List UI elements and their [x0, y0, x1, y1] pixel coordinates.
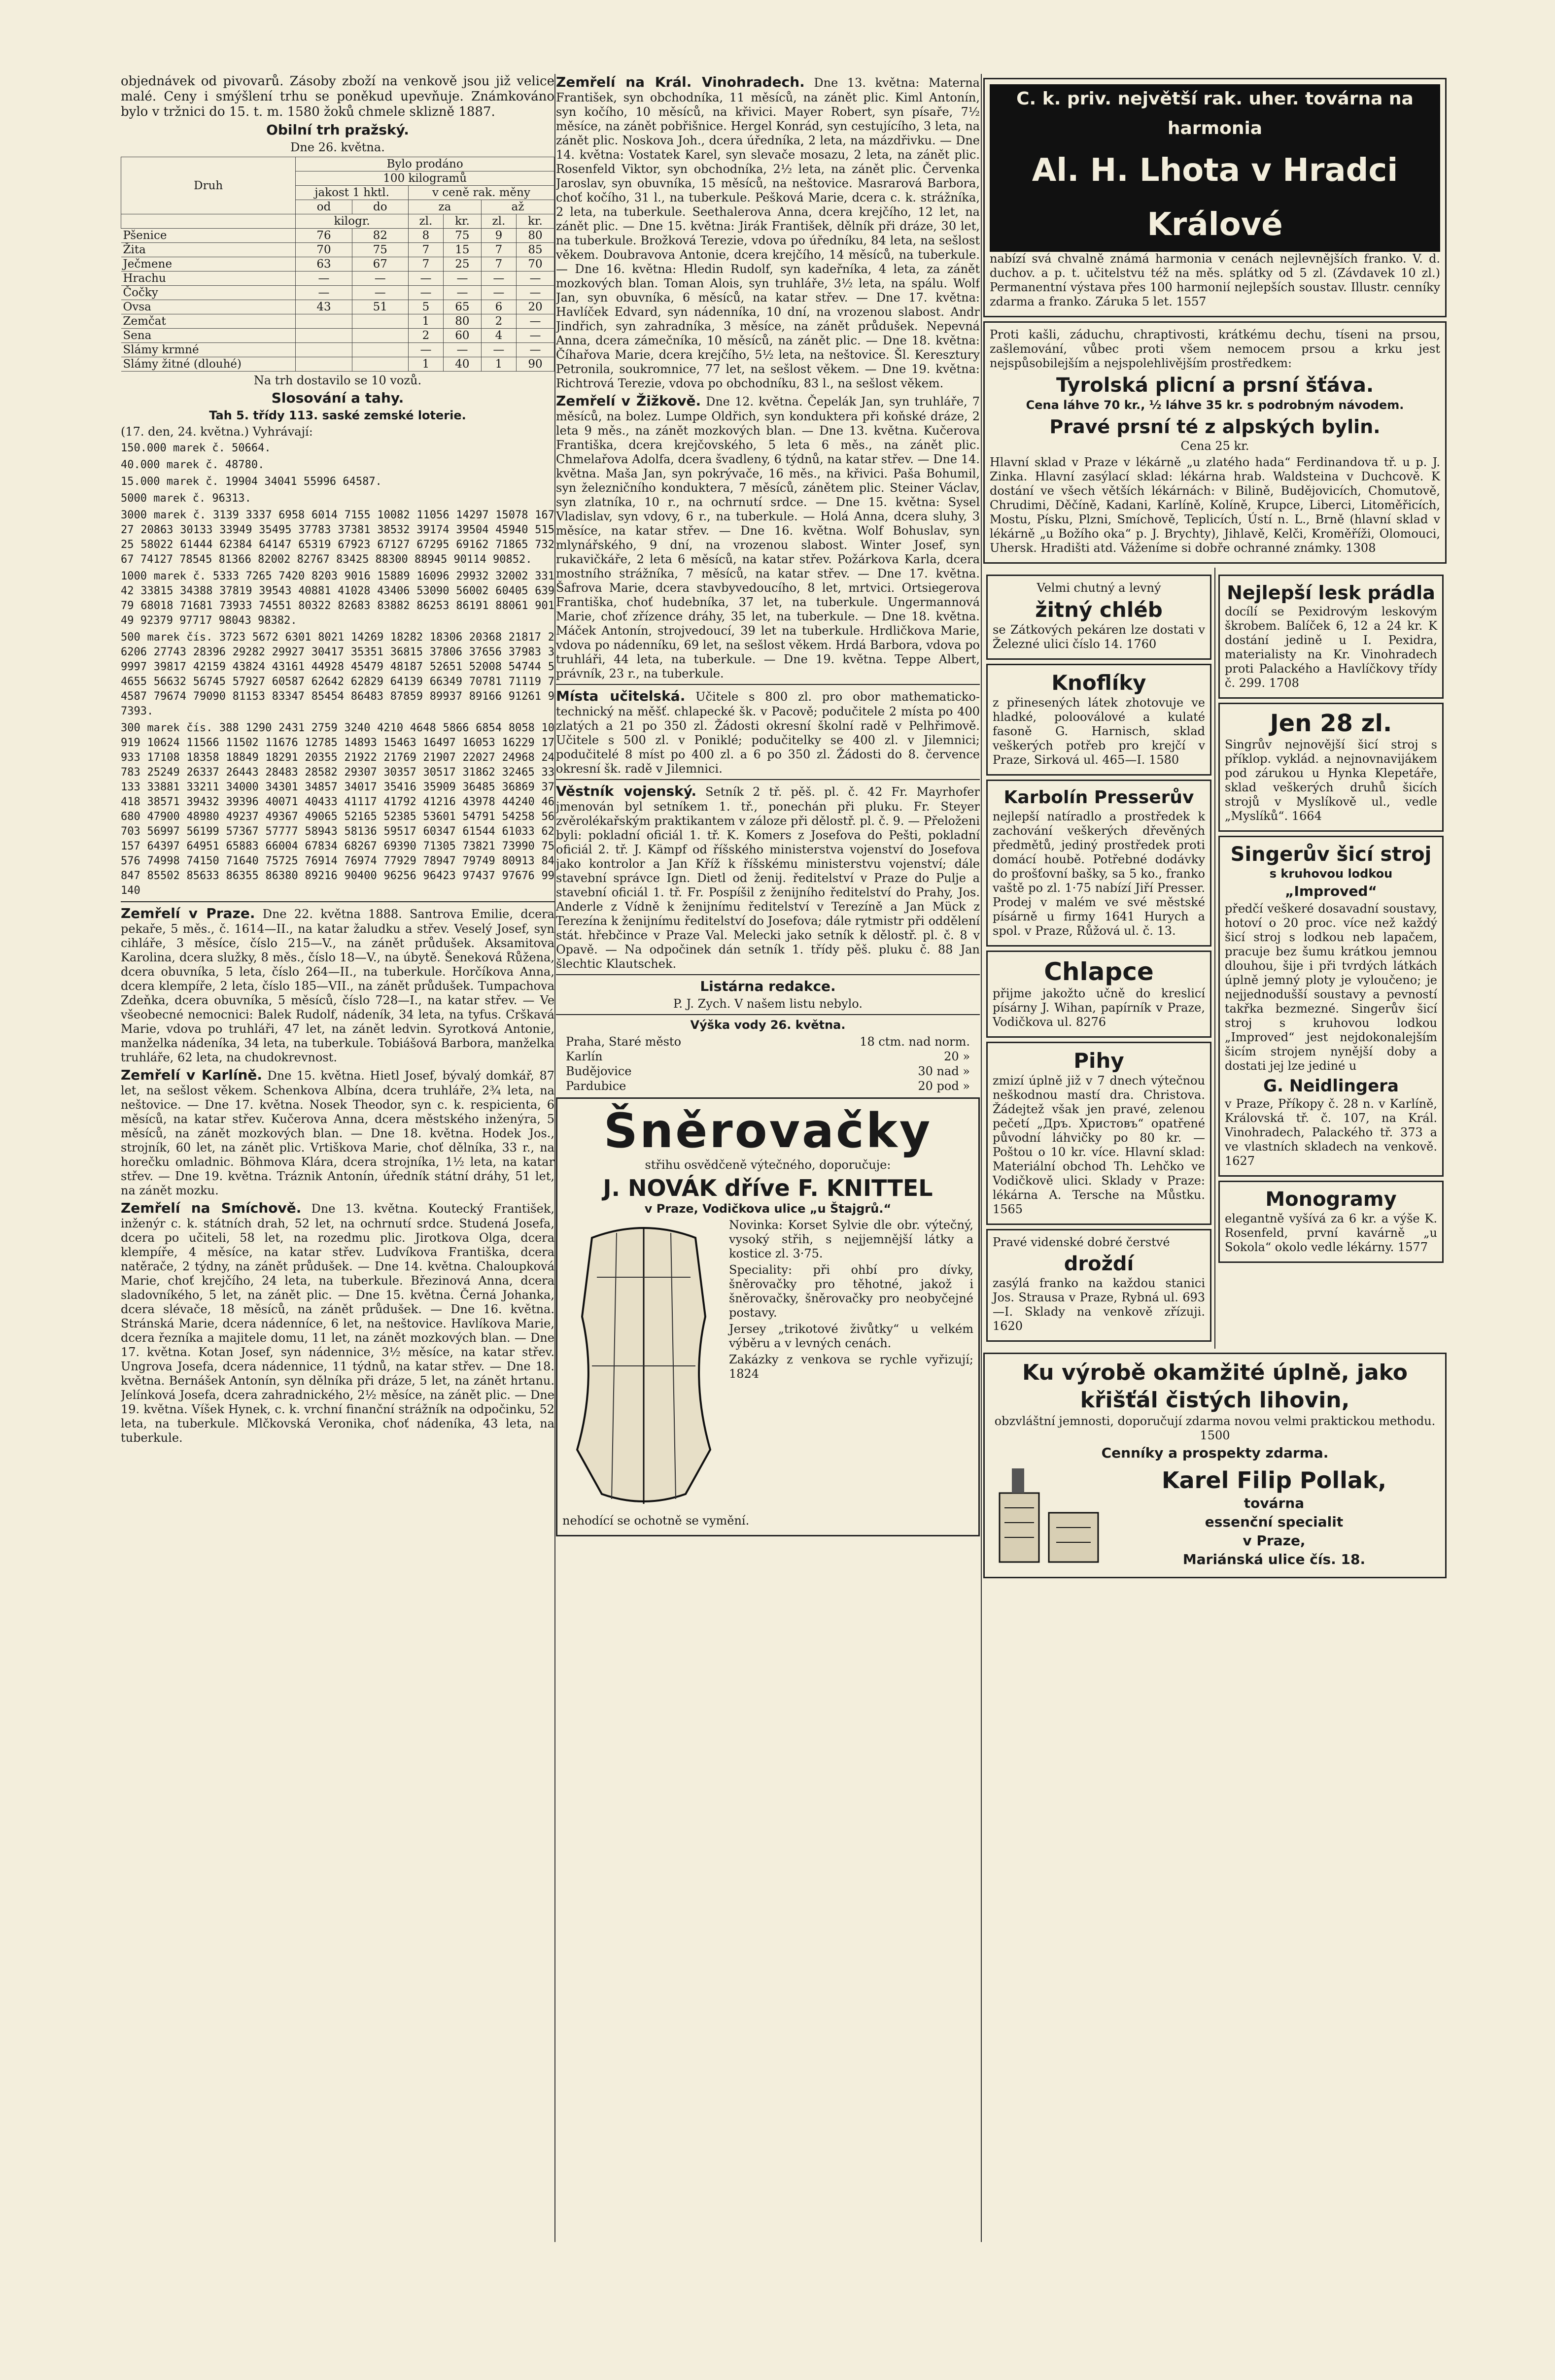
small-ads-grid [983, 568, 1447, 1349]
monogram-ad-text: elegantně vyšívá za 6 kr. a výše K. Rosenfeld, první kavárně „u Sokola“ okolo vedle lékárny. 1577 [1225, 1212, 1437, 1254]
vinohrady-deaths-text: Dne 13. května: Materna František, syn obchodníka, 11 měsíců, na zánět plic. Kiml Antonín, syn kočího, 10 měsíců, na křivici. Mayer Robert, syn písaře, 7½ měsíce, na zánět pobřišnice. Hergel Konrád, syn cestujícího, 3 leta, na zánět plic. Noskova Joh., dcera úředníka, 2 leta, na mázdřivku. — Dne 14. května: Vostatek Karel, syn slevače mosazu, 2 leta, na zánět plic. Rosenfeld Viktor, syn obchodníka, 2½ leta, na zánět plic. Červenka Jaroslav, syn obuvníka, 15 měsíců, na neštovice. Masrarová Barbora, choť kočího, 31 l., na tuberkule. Pešková Marie, dcera c. k. strážníka, 2 leta, na tuberkule. Seethalerova Anna, dcera krejčího, 12 let, na zánět plic. — Dne 15. května: Jirák František, dělník při dráze, 30 let, na tuberkule. Brožková Terezie, vdova po úředníku, 84 leta, na sešlost věkem. Doubravova Antonie, dcera krejčího, 14 měsíců, na tuberkule. — Dne 16. května: Hledin Rudolf, syn kadeřníka, 4 leta, za zánět mozkových blan. Toman Alois, syn truhláře, 3½ leta, na spálu. Wolf Jan, syn obuvníka, 6 měsíců, na katar střev. — Dne 17. května: Havlíček Edvard, syn nádenníka, 10 dní, na vrozenou slabost. Andr Jindřich, syn zahradníka, 3 měsíce, na zánět průdušek. Nepevná Anna, dcera zámečníka, 10 měsíců, na zánět plic. — Dne 18. května: Číhařova Marie, dcera krejčího, 5½ leta, na neštovice. Šl. Keresztury Petronila, soukromnice, 77 let, na sešlost věkem. — Dne 19. května: Richtrová Terezie, vdova po obchodníku, 83 l., na sešlost věkem. [556, 76, 980, 390]
table-row: Ječmene 63 67 7 25 7 70 [121, 257, 554, 272]
grain-head-zl: zl. [408, 214, 443, 229]
singer-advertisement [1218, 836, 1444, 1177]
singer-ad-model: „Improved“ [1285, 883, 1377, 899]
spirits-ad-text: obzvláštní jemnosti, doporučují zdarma novou velmi praktickou methodu. 1500 [994, 1414, 1436, 1442]
harmonium-advertisement [983, 78, 1447, 317]
editorial-letters-text: P. J. Zych. V našem listu nebylo. [673, 997, 863, 1011]
apprentice-advertisement [986, 951, 1211, 1038]
pollak-sub2: essenční specialit [1205, 1514, 1344, 1530]
karlin-deaths-title: Zemřelí v Karlíně. [121, 1067, 263, 1083]
lottery-line: 300 marek čís. 388 1290 2431 2759 3240 4210 4648 5866 6854 8058 10919 10624 11566 11502 11676 12785 14893 15463 16497 16053 16229 17933 17108 18358 18849 18291 20355 21922 21769 21907 22027 24968 24783 25249 26337 26443 28483 28582 29307 30357 30517 31862 32465 33133 33881 33211 34000 34301 34857 34017 35416 35909 36485 36869 37418 38571 39432 39396 40071 40433 41117 41792 41216 43978 44240 46680 47900 48980 49237 49367 49065 52165 52385 53601 54791 54258 56703 56997 56199 57367 57777 58943 58136 59517 60347 61544 61033 62157 64397 64951 65883 66004 67834 68267 69390 71305 73821 73990 75576 74998 74150 71640 75725 76914 76974 77929 78947 79749 80913 84847 85502 85633 86355 86380 89216 90400 96256 96423 97437 97676 99140 [121, 722, 554, 897]
smichov-deaths-title: Zemřelí na Smíchově. [121, 1200, 302, 1216]
corset-ad-company: J. NOVÁK dříve F. KNITTEL [603, 1175, 933, 1201]
teacher-posts-text: Učitele s 800 zl. pro obor mathematicko-technický na měšť. chlapecké šk. v Pacově; podučitele 2 místa po 400 zlatých a 21 po 350 zl. Žádosti okresní školní radě v Pelhřimově. Učitele s 500 zl. v Poniklé; podučitelky se 400 zl. v Jilemnici; podučitelé 8 míst po 400 zl. a 6 po 350 zl. Žádosti do 8. července okresní šk. radě v Jilemnici. [556, 690, 980, 776]
military-news-title: Věstník vojenský. [556, 783, 697, 799]
pollak-sub1: továrna [1244, 1495, 1305, 1511]
zizkov-deaths-title: Zemřelí v Žižkově. [556, 393, 701, 409]
grain-market-date: Dne 26. května. [290, 140, 385, 154]
freckles-advertisement [986, 1042, 1211, 1225]
grain-head-za: za [408, 200, 481, 214]
smichov-deaths-text: Dne 13. května. Koutecký František, inženýr c. k. státních drah, 52 let, na ochrnutí srdce. Studená Josefa, dcera po učiteli, 58 let, na rozedmu plic. Jirotkova Olga, dcera klempíře, 4 měsíce, na katar střev. Ludvíkova Františka, dcera natěrače, 2 týdny, na zánět průdušek. — Dne 14. května. Chaloupková Marie, choť krejčího, 24 leta, na tuberkule. Březinová Anna, dcera sladovníkého, 5 let, na zánět plic. — Dne 15. května. Černá Johanka, dcera slévače, 18 měsíců, na zánět průdušek. — Dne 16. května. Stránská Marie, dcera nádenníce, 6 let, na neštovice. Havlíkova Marie, dcera řezníka a majitele domu, 11 let, na zánět mozkových blan. — Dne 17. května. Kotan Josef, syn nádennice, 3½ měsíce, na katar střev. Ungrova Josefa, dcera nádennice, 11 týdnů, na katar střev. — Dne 18. května. Bernášek Antonín, syn dělníka při dráze, 5 let, na zánět hrtanu. Jelínková Josefa, dcera zahradnického, 2½ měsíce, na zánět plic. — Dne 19. května. Víšek Hynek, c. k. vrchní finanční strážník na odpočinku, 52 leta, na tuberkule. Mlčkovská Veronika, choť nádeníka, 43 leta, na tuberkule. [121, 1202, 554, 1445]
lottery-title: Slosování a tahy. [271, 390, 404, 406]
table-row: Ovsa 43 51 5 65 6 20 [121, 300, 554, 314]
table-row: Sena 2 60 4 — [121, 329, 554, 343]
vinohrady-deaths-title: Zemřelí na Král. Vinohradech. [556, 74, 805, 90]
grain-head-do: do [352, 200, 408, 214]
sewing-machine-price-advertisement [1218, 703, 1444, 832]
pollak-address: Mariánská ulice čís. 18. [1182, 1551, 1366, 1567]
sewing-price-title: Jen 28 zl. [1270, 710, 1392, 737]
grain-head-sold: Bylo prodáno [296, 157, 554, 171]
table-row: Čočky — — — — — — [121, 286, 554, 300]
singer-dealer-text: v Praze, Příkopy č. 28 n. v Karlíně, Královská tř. č. 107, na Král. Vinohradech, Palackého tř. 373 a ve vlastních skladech na venkově. 1627 [1225, 1097, 1437, 1168]
bread-ad-top: Velmi chutný a levný [1037, 581, 1161, 595]
table-row: Pšenice 76 82 8 75 9 80 [121, 229, 554, 243]
table-row: Karlín 20 » [566, 1050, 970, 1063]
bread-ad-title: žitný chléb [1035, 598, 1163, 622]
spirits-ad-title: Ku výrobě okamžité úplně, jako křišťál čistých lihovin, [1022, 1360, 1408, 1413]
water-level-table [566, 1034, 970, 1093]
lottery-date: (17. den, 24. května.) Vyhrávají: [121, 425, 313, 439]
water-level-title: Výška vody 26. května. [690, 1018, 846, 1032]
harmonium-banner: C. k. priv. největší rak. uher. továrna na harmonia [990, 84, 1440, 143]
grain-head-kilogr: kilogr. [296, 214, 409, 229]
pollak-company-name: Karel Filip Pollak, [1162, 1467, 1386, 1494]
bread-advertisement [986, 575, 1211, 660]
singer-dealer-name: G. Neidlingera [1263, 1076, 1399, 1096]
lottery-line: 500 marek čís. 3723 5672 6301 8021 14269 18282 18306 20368 21817 26206 27743 28396 29282 29927 30417 35351 36815 37806 37656 37983 39997 39817 42159 43824 43161 44928 45479 48187 52651 52008 54744 54655 56632 56745 57927 60587 62642 62829 64139 66349 70781 71119 74587 79674 79090 81153 83347 85454 86483 87859 89937 89166 91261 97393. [121, 631, 554, 717]
tyrol-intro: Proti kašli, záduchu, chraptivosti, krátkému dechu, tíseni na prsou, zašlemování, vůbec proti všem nemocem prsou a krku jest nejspůsobilejším a nejspolehlivějším prostředkem: [990, 328, 1440, 370]
grain-head-zl: zl. [481, 214, 516, 229]
grain-note: Na trh dostavilo se 10 vozů. [253, 374, 422, 387]
lottery-line: 40.000 marek č. 48780. [121, 459, 265, 471]
tyrol-price: Cena láhve 70 kr., ½ láhve 35 kr. s podrobným návodem. [1026, 398, 1404, 412]
grain-head-od: od [296, 200, 352, 214]
table-row: Budějovice 30 nad » [566, 1064, 970, 1078]
karlin-deaths-text: Dne 15. května. Hietl Josef, bývalý domkář, 87 let, na sešlost věkem. Schenkova Albína, dcera truhláře, 2¾ leta, na neštovice. — Dne 17. května. Nosek Theodor, syn c. k. respicienta, 6 měsíců, na katar střev. Kučerova Anna, dcera městského inženýra, 5 měsíců, na zánět mozkových blan. — Dne 18. května. Hodek Jos., strojník, 60 let, na zánět plic. Vrtiškova Marie, choť dělníka, 33 r., na horečku omladnic. Böhmova Klára, dcera strojníka, 1½ leta, na katar střev. — Dne 19. května. Tráznik Antonín, úředník státní dráhy, 51 let, na zánět mozku. [121, 1069, 554, 1197]
corset-ad-subtitle: střihu osvědčeně výtečného, doporučuje: [645, 1158, 891, 1172]
carbolineum-ad-text: nejlepší natíradlo a prostředek k zachování veškerých dřevěných předmětů, jediný prostředek proti domácí houbě. Potřebné dodávky do prošťovní bašky, sa 5 ko., franko vaště po zl. 1·75 nabízí Jiří Presser. Prodej v malém ve své městské písárně u firmy 1641 Hurych a spol. v Praze, Růžová ul. č. 13. [993, 810, 1205, 938]
column-rule [554, 74, 555, 2242]
carbolineum-advertisement [986, 780, 1211, 947]
corset-ad-footer-left: nehodící se ochotně se vymění. [562, 1514, 750, 1528]
yeast-ad-text: zasýlá franko na každou stanici Jos. Strausa v Praze, Rybná ul. 693—I. Sklady na venkově zřízuji. 1620 [993, 1276, 1205, 1333]
divider [556, 779, 980, 780]
grain-head-az: až [481, 200, 554, 214]
grain-rows [121, 229, 554, 372]
divider [556, 684, 980, 685]
tyrolean-juice-advertisement [983, 321, 1447, 564]
corset-advertisement [556, 1097, 980, 1536]
table-row: Hrachu — — — — — — [121, 272, 554, 286]
tyrol-title: Tyrolská plicní a prsní šťáva. [1056, 374, 1374, 397]
lottery-line: 3000 marek č. 3139 3337 6958 6014 7155 10082 11056 14297 15078 16727 20863 30133 33949 35495 37783 37381 38532 39174 39504 45940 51525 58022 61444 62384 64147 65319 67923 67127 67295 69162 71865 73267 74127 78545 81366 82002 82767 83425 88300 88945 90114 90852. [121, 509, 554, 566]
corset-ad-novinka: Novinka: Korset Sylvie dle obr. výtečný, vysoký střih, s nejjemnější látky a kostice zl. 3·75. [729, 1218, 973, 1260]
zizkov-deaths-text: Dne 12. května. Čepelák Jan, syn truhláře, 7 měsíců, na bolez. Lumpe Oldřich, syn konduktera při koňské dráze, 2 leta 9 měs., na zánět mozkových blan. — Dne 13. května. Kučerova Františka, dcera krejčovského, 5 leta 6 měs., na zánět plic. Chmelařova Adolfa, dcera švadleny, 6 týdnů, na katar střev. — Dne 14. května. Maša Jan, syn pokrývače, 16 měs., na křivici. Paša Bohumil, syn železničního konduktera, 7 měsíců, zánětem plic. Steiner Václav, syn zlatníka, 10 r., na ochrnutí srdce. — Dne 15. května: Sysel Vladislav, syn vdovy, 6 r., na tuberkule. — Holá Anna, dcera sluhy, 3 měsíce, na katar střev. — Dne 16. května. Wolf Bohuslav, syn mlynářského, 9 dní, na vrozenou slabost. Winter Josef, syn rukavičkáře, 2 leta 6 měsíců, na katar střev. Požárkova Karla, dcera mostního strážníka, 7 měsíců, na katar střev. — Dne 17. května. Šafrova Marie, dcera stavbyvedoucího, 8 let, mrtvici. Ortsiegerova Františka, choť hudebníka, 37 let, na tuberkule. Ungermannová Marie, choť zřízence dráhy, 35 let, na tuberkule. — Dne 18. května. Máček Antonín, strojvedoucí, 39 let na tuberkule. Hrdličkova Marie, vdova po nádenníku, 69 let, na sešlost věkem. Hrdá Barbora, vdova po truhláři, 44 leta, na tuberkule. — Dne 19. května. Teppe Albert, právník, 23 r., na tuberkule. [556, 395, 980, 680]
spirits-advertisement [983, 1353, 1447, 1578]
corset-ad-jersey: Jersey „trikotové živůtky“ u velkém výběru a v levných cenách. [729, 1322, 973, 1350]
table-row: Pardubice 20 pod » [566, 1079, 970, 1093]
spirits-ad-catalog: Cenníky a prospekty zdarma. [1101, 1445, 1329, 1461]
monogram-ad-title: Monogramy [1265, 1188, 1397, 1211]
sewing-price-text: Singrův nejnovější šicí stroj s příklop. vyklád. a nejnovnavijákem pod zárukou u Hynka Klepetáře, sklad veškerých druhů šicích strojů v Myslíkově ul., vedle „Myslíků“. 1664 [1225, 738, 1437, 823]
divider [556, 974, 980, 975]
buttons-advertisement [986, 664, 1211, 776]
column-middle [556, 74, 980, 2242]
yeast-advertisement [986, 1229, 1211, 1342]
corset-ad-address: v Praze, Vodičkova ulice „u Štajgrů.“ [644, 1202, 892, 1216]
grain-market-title: Obilní trh pražský. [266, 122, 409, 138]
grain-head-kr: kr. [516, 214, 554, 229]
grain-price-table [121, 157, 554, 372]
column-right [983, 74, 1447, 2242]
carbolineum-ad-title: Karbolín Presserův [1003, 787, 1194, 808]
singer-ad-subtitle: s kruhovou lodkou [1269, 867, 1393, 881]
alpine-tea-text: Hlavní sklad v Praze v lékárně „u zlatého hada“ Ferdinandova tř. u p. J. Zinka. Hlavní zasýlací sklad: lékárna hrab. Waldsteina v Duchcově. K dostání ve všech větších lékárnách: v Bilině, Budějovicích, Chomutově, Chrudimi, Děčíně, Kadani, Karlíně, Kolíně, Krupce, Liberci, Litoměřicích, Mostu, Písku, Plzni, Smíchově, Teplicích, Ústí n. L., Brně (hlavní sklad v lékárně „u Božího oka“ p. J. Brychty), Jihlavě, Kelči, Kroměříži, Olomouci, Uhersk. Hradišti atd. Váženíme si dobře ochranné známky. 1308 [990, 455, 1440, 555]
corset-ad-footer-right: Zakázky z venkova se rychle vyřizují; 1824 [729, 1353, 973, 1381]
teacher-posts-title: Místa učitelská. [556, 688, 686, 704]
grain-head-100: 100 kilogramů [296, 171, 554, 186]
lottery-line: 150.000 marek č. 50664. [121, 442, 271, 454]
lottery-line: 1000 marek č. 5333 7265 7420 8203 9016 15889 16096 29932 32002 33142 33815 34388 37819 39543 40881 41028 43406 53090 56002 60405 63979 68018 71681 73933 74551 80322 82683 83882 86253 86191 88061 90149 92379 97717 98043 98382. [121, 570, 554, 627]
laundry-ad-title: Nejlepší lesk prádla [1227, 582, 1435, 604]
hops-report: objednávek od pivovarů. Zásoby zboží na venkově jsou již velice malé. Ceny i smýšlení trhu se poněkud upevňuje. Známkováno bylo v tržnici do 15. t. m. 1580 žoků chmele sklizně 1887. [121, 74, 554, 119]
grain-head-kr: kr. [443, 214, 481, 229]
apprentice-ad-text: přijme jakožto učně do kreslicí písárny J. Wihan, papírník v Praze, Vodičkova ul. 8276 [993, 986, 1205, 1029]
harmonium-text: nabízí svá chvalně známá harmonia v cenách nejlevnějších franko. V. d. duchov. a p. t. učitelstvu též na měs. splátky od 5 zl. (Závdavek 10 zl.) Permanentní výstava přes 100 harmonií nejlepších soustav. Illustr. cenníky zdarma a franko. Záruka 5 let. 1557 [990, 252, 1440, 308]
table-row: Praha, Staré město 18 ctm. nad norm. [566, 1035, 970, 1049]
singer-ad-title: Singerův šicí stroj [1230, 843, 1432, 866]
divider [121, 901, 554, 902]
buttons-ad-text: z přinesených látek zhotovuje ve hladké, polooválové a kulaté fasoně G. Harnisch, sklad veškerých potřeb pro krejčí v Praze, Sirková ul. 465—I. 1580 [993, 696, 1205, 767]
laundry-ad-text: docílí se Pexidrovým leskovým škrobem. Balíček 6, 12 a 24 kr. K dostání jedině u I. Pexidra, materialisty na Kr. Vinohradech proti Palackého a Havlíčkovy třídy č. 299. 1708 [1225, 605, 1437, 690]
singer-ad-text: předčí veškeré dosavadní soustavy, hotoví o 20 proc. více než každý šicí stroj s lodkou neb lapačem, pracuje bez šumu krátkou jemnou dlouhou, šije i při tvrdých látkách úplně jemný ploty je vyloučeno; je nejjednodušší soustavy a pevností takřka bezmezné. Singerův šicí stroj s kruhovou lodkou „Improved“ jest nejdokonalejším šicím strojem nynější doby a dostati jej lze jediné u [1225, 902, 1437, 1073]
pollak-city: v Praze, [1243, 1532, 1306, 1549]
apprentice-ad-title: Chlapce [1044, 957, 1154, 986]
editorial-letters-title: Listárna redakce. [700, 978, 836, 994]
alpine-tea-price: Cena 25 kr. [1180, 439, 1249, 453]
yeast-ad-title: droždí [1064, 1253, 1134, 1275]
freckles-ad-text: zmizí úplně již v 7 dnech výtečnou neškodnou mastí dra. Christova. Žádejtež však jen pravé, zelenou pečetí „Дръ. Христовъ“ opatřené původní láhvičky po 80 kr. — Poštou o 10 kr. více. Hlavní sklad: Materiální obchod Th. Lehčko ve Vodičkově ulici. Sklady v Praze: lékárna A. Tersche na Můstku. 1565 [993, 1074, 1205, 1216]
yeast-ad-top: Pravé videnské dobré čerstvé [993, 1235, 1170, 1249]
lottery-line: 15.000 marek č. 19904 34041 55996 64587. [121, 476, 382, 488]
lottery-line: 5000 marek č. 96313. [121, 492, 251, 505]
table-row: Slámy žitné (dlouhé) 1 40 1 90 [121, 357, 554, 372]
grain-head-hktl: jakost 1 hktl. [296, 186, 409, 200]
table-row: Zemčat 1 80 2 — [121, 314, 554, 329]
lottery-subtitle: Tah 5. třídy 113. saské zemské loterie. [209, 408, 466, 422]
freckles-ad-title: Pihy [1073, 1049, 1124, 1073]
corset-illustration-icon [562, 1218, 725, 1514]
column-left [121, 74, 554, 2242]
corset-ad-title: Šněrovačky [603, 1103, 933, 1158]
laundry-starch-advertisement [1218, 575, 1444, 699]
military-news-text: Setník 2 tř. pěš. pl. č. 42 Fr. Mayrhofer jmenován byl setníkem 1. tř., ponechán při pluku. Fr. Steyer zvěrolékařským praktikantem v záloze při dělostř. pl. č. 9. — Přeloženi byli: pokladní oficiál 1. tř. K. Komers z Josefova do Pešti, pokladní oficiál 2. tř. J. Kämpf od říšského ministerstva vojenství do Josefova jako kontrolor a Jan Kříž k říšskému ministerstvu vojenství; dále stavební správce Ign. Dietl od ženij. ředitelství v Praze do Pulje a stavební oficiál 1. tř. Fr. Pospíšil z ženijního ředitelství do Prahy, Jos. Anderle z Vídně k ženijnímu ředitelství v Terezíně a Jan Mück z Terezína k ženijnímu ředitelství do Josefova; dále rytmistr při oddělení stát. hřebčince v Praze Val. Melecki jako setník k dělostř. pl. č. 8 v Opavě. — Na odpočinek dán setník 1. třídy pěš. pluku č. 88 Jan šlechtic Klautschek. [556, 785, 980, 971]
grain-head-price: v ceně rak. měny [408, 186, 554, 200]
table-row: Žita 70 75 7 15 7 85 [121, 243, 554, 257]
praha-deaths-title: Zemřelí v Praze. [121, 905, 255, 921]
harmonium-company: Al. H. Lhota v Hradci Králové [990, 143, 1440, 252]
monogram-advertisement [1218, 1181, 1444, 1263]
bread-ad-text: se Zátkových pekáren lze dostati v Železné ulici číslo 14. 1760 [993, 623, 1205, 651]
praha-deaths-text: Dne 22. května 1888. Santrova Emilie, dcera pekaře, 5 měs., č. 1614—II., na katar žaludku a střev. Veselý Josef, syn cihláře, 3 měsíce, číslo 215—V., na zánět průdušek. Aksamitova Karolina, dcera služky, 8 měs., číslo 18—V., na úbytě. Šeneková Růžena, dcera obuvníka, 5 leta, číslo 264—II., na tuberkule. Horčíkova Anna, dcera klempíře, 2 leta, číslo 185—VII., na zánět průdušek. Tumpachova Zdeňka, dcera obuvníka, 5 měsíců, číslo 728—I., na katar střev. — Ve všeobecné nemocnici: Balek Rudolf, nádeník, 34 leta, na tyfus. Crškavá Marie, vdova po truhláři, 47 let, na zánět ledvin. Syrotková Antonie, manželka nádeníka, 34 leta, na tuberkule. Tobiášová Barbora, manželka truhláře, 62 leta, na chudokrevnost. [121, 907, 554, 1064]
divider [556, 1014, 980, 1015]
distillery-illustration-icon [990, 1463, 1108, 1572]
table-row: Slámy krmné — — — — [121, 343, 554, 357]
column-rule [981, 74, 982, 2242]
alpine-tea-title: Pravé prsní té z alpských bylin. [1049, 416, 1381, 438]
buttons-ad-title: Knoflíky [1051, 671, 1146, 695]
corset-ad-specialty: Speciality: při ohbí pro dívky, šněrovačky pro těhotné, jakož i šněrovačky, šněrovačky pro neobyčejné postavy. [729, 1263, 973, 1320]
grain-head-druh: Druh [121, 157, 296, 214]
